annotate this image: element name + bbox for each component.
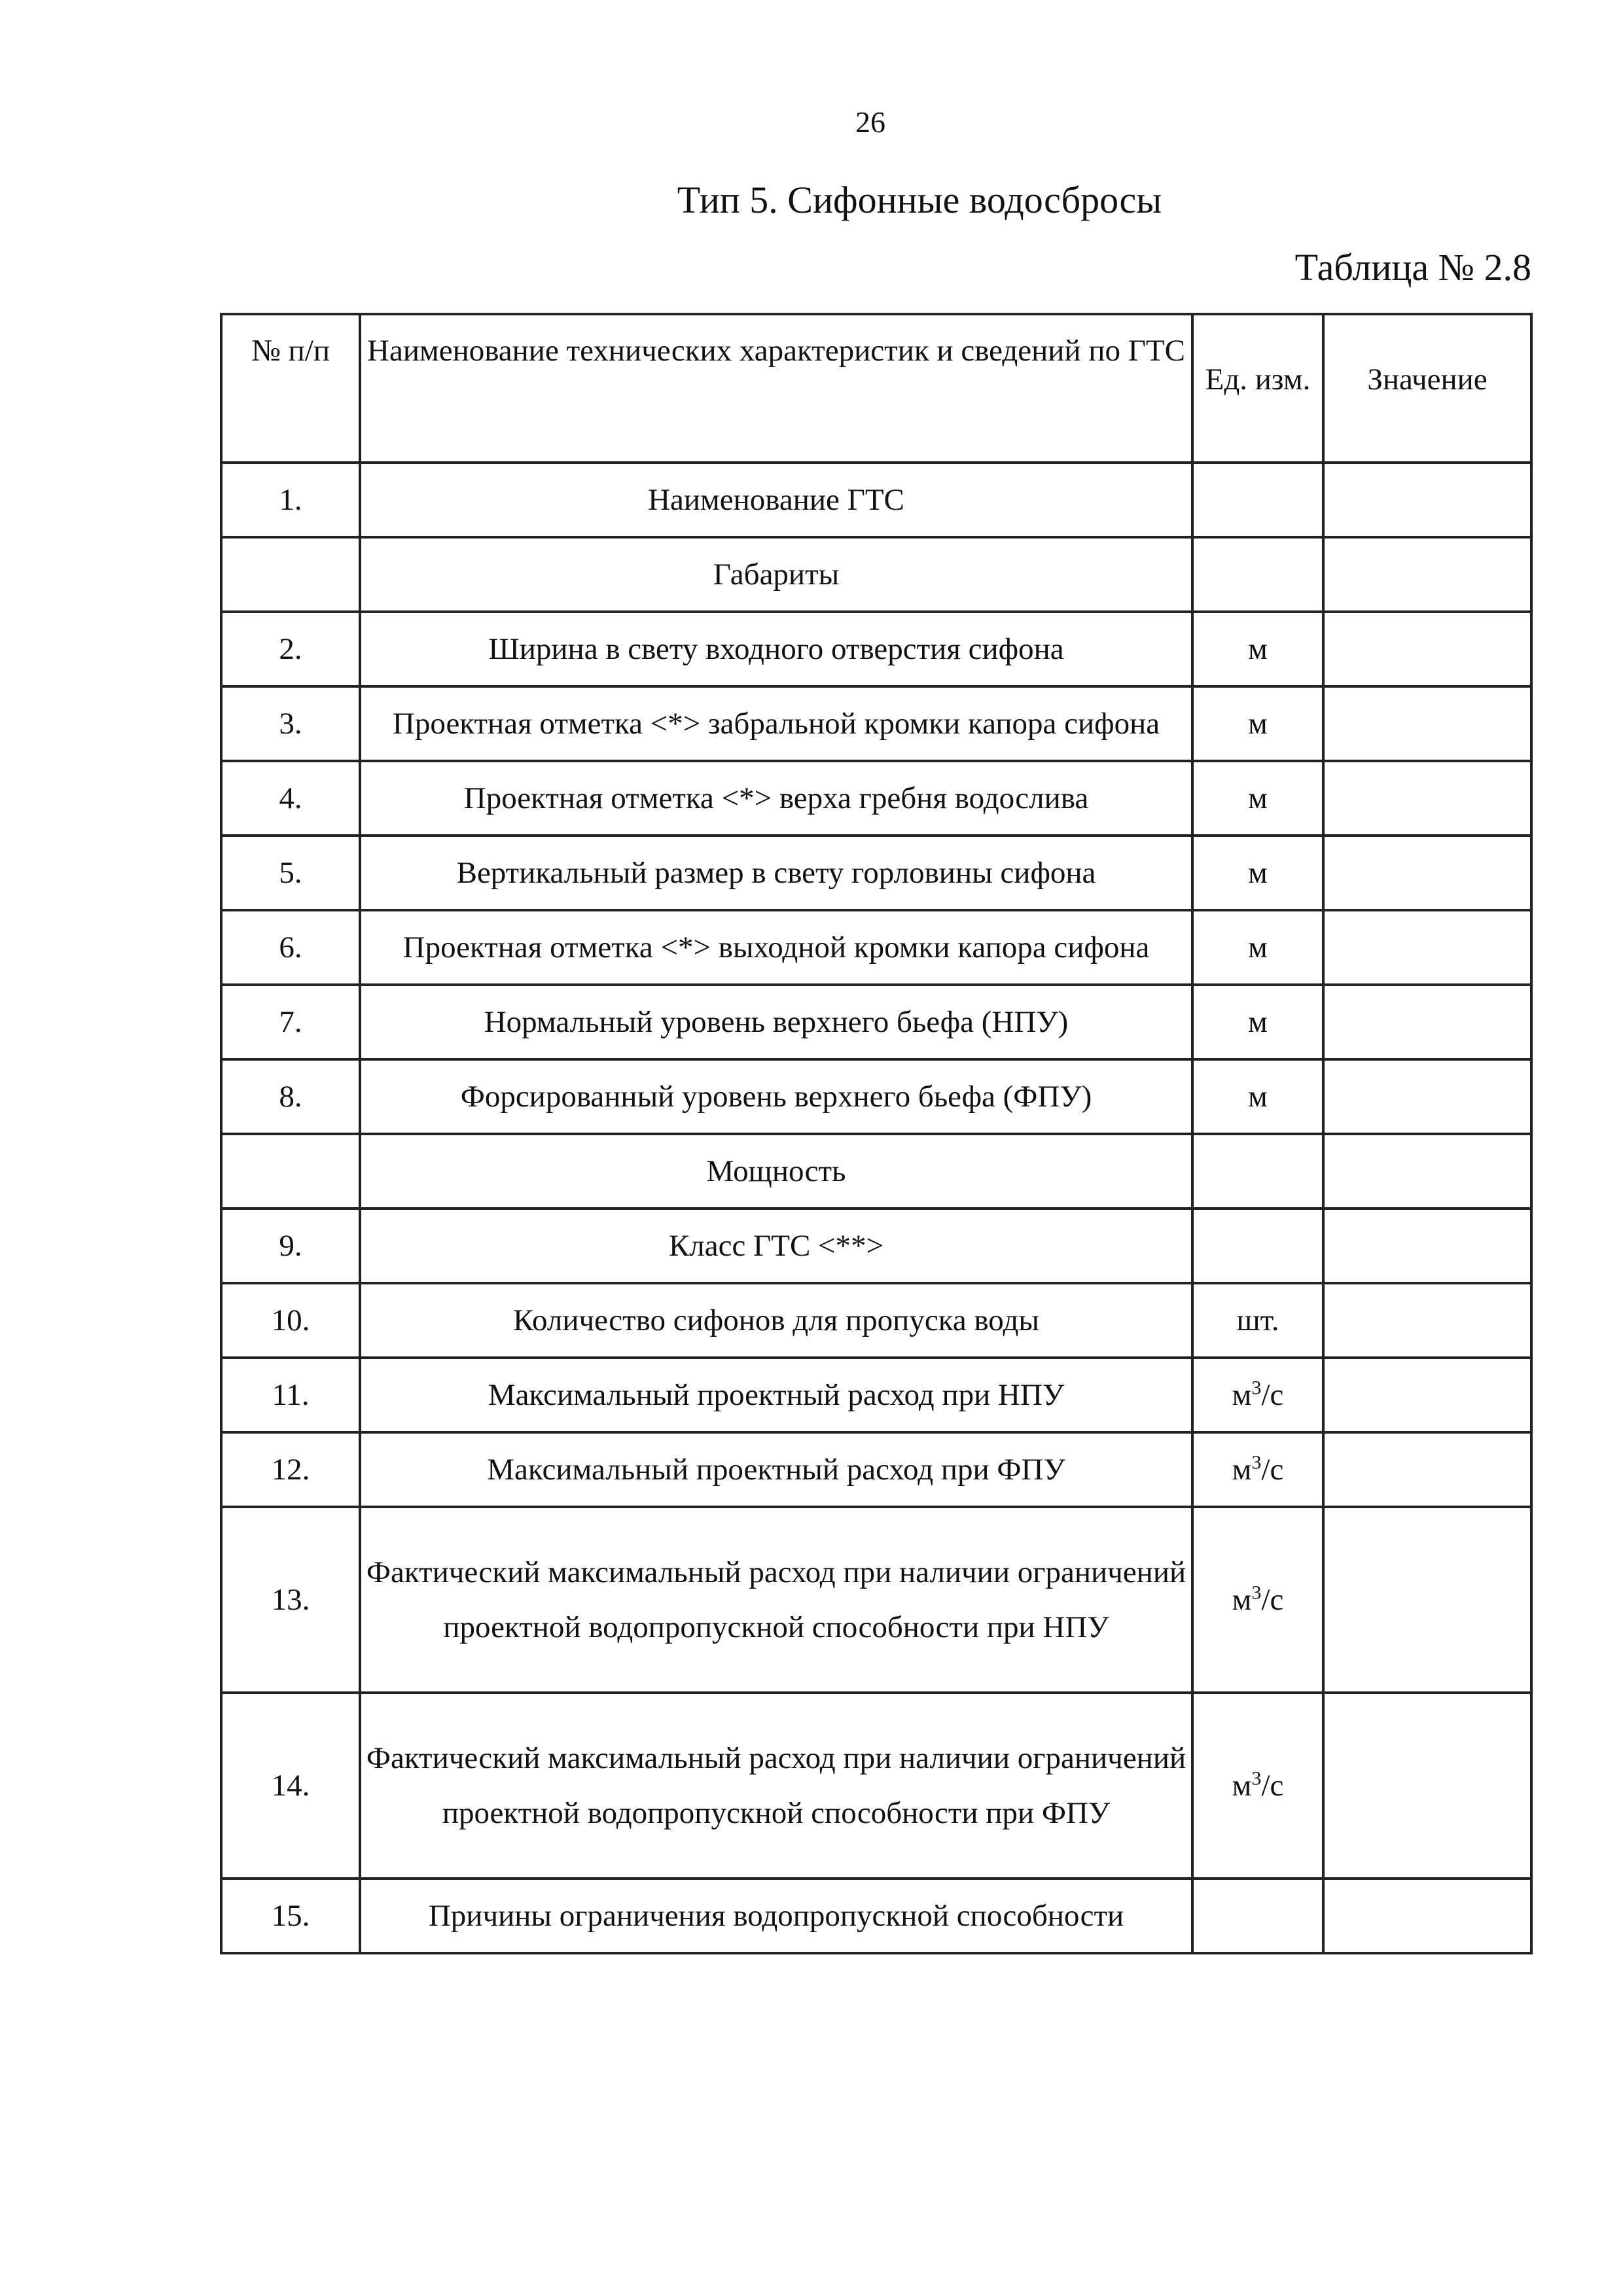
row-number: 12. (221, 1432, 360, 1507)
table-row (221, 612, 1531, 686)
header-name: Наименование технических характеристик и сведений по ГТС (360, 314, 1192, 463)
row-unit (1192, 1432, 1323, 1507)
unit-base: м (1248, 781, 1268, 815)
row-value (1323, 985, 1531, 1059)
table-caption: Таблица № 2.8 (1294, 246, 1531, 289)
row-number: 13. (221, 1507, 360, 1693)
row-value (1323, 1507, 1531, 1693)
row-number: 6. (221, 910, 360, 985)
unit-base: м (1232, 1769, 1252, 1803)
header-num: № п/п (221, 314, 360, 463)
row-unit (1192, 537, 1323, 612)
spec-table (220, 313, 1533, 1954)
row-number: 2. (221, 612, 360, 686)
row-number: 8. (221, 1059, 360, 1134)
unit-base: шт. (1236, 1303, 1279, 1337)
unit-tail: /с (1261, 1583, 1284, 1617)
row-unit (1192, 836, 1323, 910)
row-name: Ширина в свету входного отверстия сифона (360, 612, 1192, 686)
row-unit (1192, 761, 1323, 836)
row-value (1323, 612, 1531, 686)
row-number: 10. (221, 1283, 360, 1358)
row-number: 15. (221, 1879, 360, 1953)
table-row (221, 985, 1531, 1059)
row-name: Мощность (360, 1134, 1192, 1209)
row-name: Класс ГТС <**> (360, 1209, 1192, 1283)
unit-exponent: 3 (1251, 1581, 1262, 1604)
row-value (1323, 1209, 1531, 1283)
page-title: Тип 5. Сифонные водосбросы (677, 179, 1162, 221)
row-value (1323, 1693, 1531, 1879)
row-value (1323, 1879, 1531, 1953)
row-number: 1. (221, 463, 360, 537)
row-value (1323, 1432, 1531, 1507)
unit-exponent: 3 (1251, 1377, 1262, 1399)
row-number: 9. (221, 1209, 360, 1283)
row-name: Фактический максимальный расход при наличии ограничений проектной водопропускной способности при ФПУ (360, 1693, 1192, 1879)
row-unit (1192, 985, 1323, 1059)
row-number: 3. (221, 686, 360, 761)
unit-base: м (1248, 707, 1268, 741)
row-name: Нормальный уровень верхнего бьефа (НПУ) (360, 985, 1192, 1059)
row-value (1323, 537, 1531, 612)
row-unit (1192, 686, 1323, 761)
table-row (221, 463, 1531, 537)
table-row (221, 1209, 1531, 1283)
row-unit (1192, 1507, 1323, 1693)
table-row (221, 537, 1531, 612)
unit-base: м (1232, 1583, 1252, 1617)
row-unit (1192, 1209, 1323, 1283)
row-name: Максимальный проектный расход при ФПУ (360, 1432, 1192, 1507)
row-value (1323, 463, 1531, 537)
row-value (1323, 686, 1531, 761)
row-unit (1192, 1693, 1323, 1879)
row-number: 5. (221, 836, 360, 910)
row-unit (1192, 1283, 1323, 1358)
row-unit (1192, 1358, 1323, 1432)
row-number: 11. (221, 1358, 360, 1432)
row-number (221, 537, 360, 612)
row-value (1323, 1358, 1531, 1432)
row-name: Вертикальный размер в свету горловины сифона (360, 836, 1192, 910)
row-number (221, 1134, 360, 1209)
unit-base: м (1232, 1453, 1252, 1487)
unit-base: м (1248, 856, 1268, 890)
row-value (1323, 836, 1531, 910)
table-row (221, 910, 1531, 985)
row-name: Проектная отметка <*> забральной кромки капора сифона (360, 686, 1192, 761)
table-row (221, 1879, 1531, 1953)
row-unit (1192, 463, 1323, 537)
unit-tail: /с (1261, 1453, 1284, 1487)
table-row (221, 1283, 1531, 1358)
header-value: Значение (1323, 314, 1531, 463)
row-unit (1192, 1879, 1323, 1953)
unit-tail: /с (1261, 1378, 1284, 1412)
table-row (221, 761, 1531, 836)
table-row (221, 1134, 1531, 1209)
row-number: 14. (221, 1693, 360, 1879)
row-value (1323, 761, 1531, 836)
table-row (221, 836, 1531, 910)
unit-exponent: 3 (1251, 1767, 1262, 1790)
unit-base: м (1232, 1378, 1252, 1412)
unit-tail: /с (1261, 1769, 1284, 1803)
row-name: Причины ограничения водопропускной способности (360, 1879, 1192, 1953)
row-value (1323, 1134, 1531, 1209)
row-number: 7. (221, 985, 360, 1059)
table-header-row (221, 314, 1531, 463)
row-name: Форсированный уровень верхнего бьефа (ФПУ) (360, 1059, 1192, 1134)
row-unit (1192, 910, 1323, 985)
table-row (221, 1358, 1531, 1432)
unit-base: м (1248, 632, 1268, 666)
row-number: 4. (221, 761, 360, 836)
row-name: Наименование ГТС (360, 463, 1192, 537)
page-number: 26 (855, 105, 885, 139)
table-row (221, 1059, 1531, 1134)
unit-base: м (1248, 930, 1268, 964)
row-name: Габариты (360, 537, 1192, 612)
unit-base: м (1248, 1080, 1268, 1114)
table-row (221, 1693, 1531, 1879)
unit-base: м (1248, 1005, 1268, 1039)
table-row (221, 686, 1531, 761)
table-row (221, 1432, 1531, 1507)
row-name: Фактический максимальный расход при наличии ограничений проектной водопропускной способности при НПУ (360, 1507, 1192, 1693)
row-name: Максимальный проектный расход при НПУ (360, 1358, 1192, 1432)
row-name: Проектная отметка <*> верха гребня водослива (360, 761, 1192, 836)
row-unit (1192, 1134, 1323, 1209)
row-value (1323, 1283, 1531, 1358)
table-row (221, 1507, 1531, 1693)
row-name: Проектная отметка <*> выходной кромки капора сифона (360, 910, 1192, 985)
unit-exponent: 3 (1251, 1451, 1262, 1474)
row-name: Количество сифонов для пропуска воды (360, 1283, 1192, 1358)
row-value (1323, 910, 1531, 985)
row-unit (1192, 1059, 1323, 1134)
row-unit (1192, 612, 1323, 686)
header-unit: Ед. изм. (1192, 314, 1323, 463)
row-value (1323, 1059, 1531, 1134)
